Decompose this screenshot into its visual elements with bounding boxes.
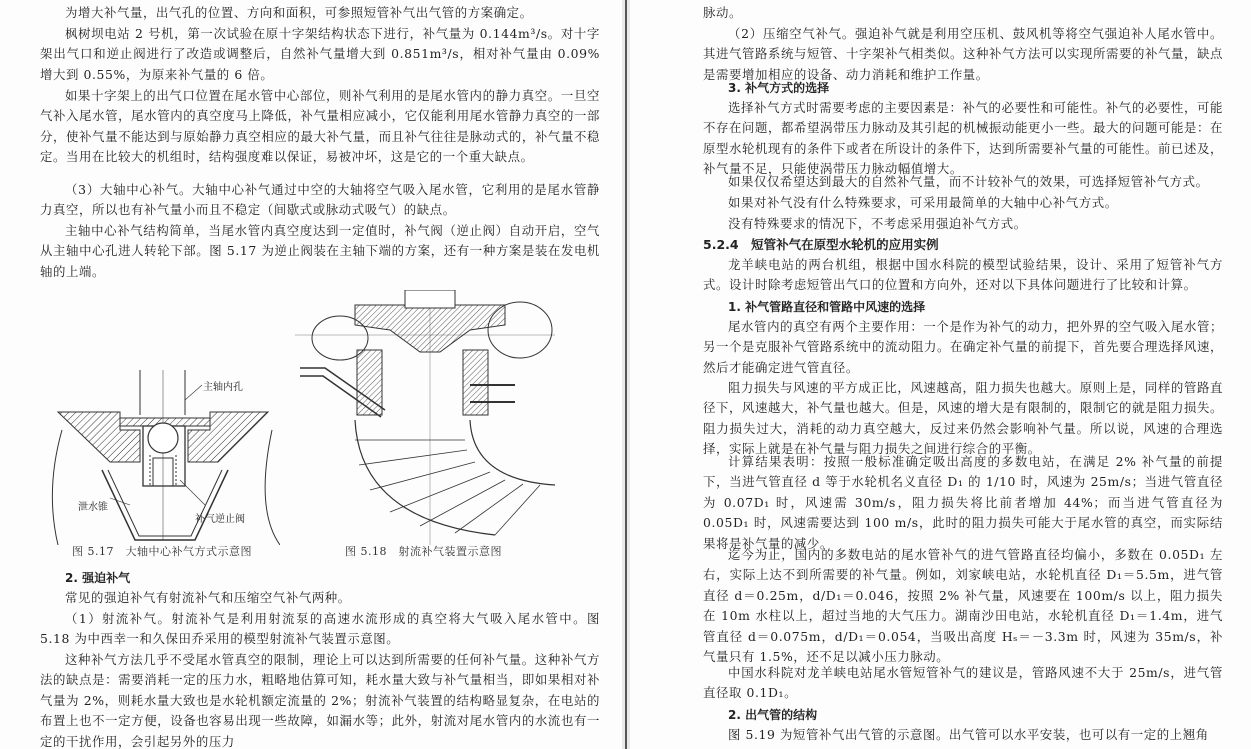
paragraph: （2）压缩空气补气。强迫补气就是利用空压机、鼓风机等将空气强迫补人尾水管中。其进气管路系统与短管、十字架补气相类似。这种补气方法可以实现所需要的补气量，缺点是需要增加相应的设备、动力消耗和维护工作量。	[703, 26, 1223, 82]
paragraph: （1）射流补气。射流补气是利用射流泵的高速水流形成的真空将大气吸入尾水管中。图 5.18 为中西幸一和久保田乔采用的模型射流补气装置示意图。	[40, 611, 600, 647]
paragraph: 常见的强迫补气有射流补气和压缩空气补气两种。	[65, 590, 351, 605]
heading: 3. 补气方式的选择	[728, 81, 830, 95]
paragraph: 为增大补气量，出气孔的位置、方向和面积，可参照短管补气出气管的方案确定。	[65, 5, 533, 20]
right-page	[630, 0, 1251, 749]
figure-caption: 图 5.17 大轴中心补气方式示意图	[72, 545, 252, 558]
paragraph: 尾水管内的真空有两个主要作用：一个是作为补气的动力，把外界的空气吸入尾水管；另一个是克服补气管路系统中的流动阻力。在确定补气量的前提下，首先要合理选择风速，然后才能确定进气管直径。	[703, 319, 1223, 375]
left-page	[0, 0, 622, 749]
paragraph: 主轴中心补气结构简单，当尾水管内真空度达到一定值时，补气阀（逆止阀）自动开启，空气从主轴中心孔进人转轮下部。图 5.17 为逆止阀装在主轴下端的方案，还有一种方案是装在发电机轴的上端。	[40, 223, 600, 279]
paragraph: 阻力损失与风速的平方成正比，风速越高，阻力损失也越大。原则上是，同样的管路直径下，风速越大，补气量也越大。但是，风速的增大是有限制的，限制它的就是阻力损失。阻力损失过大，消耗的动力真空越大，反过来仍然会影响补气量。所以说，风速的合理选择，实际上就是在补气量与阻力损失之间进行综合的平衡。	[703, 380, 1223, 457]
paragraph: 如果对补气没有什么特殊要求，可采用最简单的大轴中心补气方式。	[728, 195, 1118, 210]
paragraph: 图 5.19 为短管补气出气管的示意图。出气管可以水平安装，也可以有一定的上翘角	[728, 727, 1209, 742]
paragraph: 计算结果表明：按照一般标准确定吸出高度的多数电站，在满足 2% 补气量的前提下，当进气管直径 d 等于水轮机名义直径 D₁ 的 1/10 时，风速为 25m/s；当进气管直径为 0.07D₁ 时，风速需 30m/s，阻力损失将比前者增加 44%；而当进气管直径为 0.05D₁ 时，风速需要达到 100 m/s，此时的阻力损失可能大于尾水管的真空，而实际结果将是补气量的减少。	[703, 454, 1223, 551]
paragraph: 龙羊峡电站的两台机组，根据中国水科院的模型试验结果，设计、采用了短管补气方式。设计时除考虑短管出气口的位置和方向外，还对以下具体问题进行了比较和计算。	[703, 257, 1223, 293]
label-check-valve: 补气逆止阀	[195, 514, 245, 525]
paragraph: 如果仅仅希望达到最大的自然补气量，而不计较补气的效果，可选择短管补气方式。	[728, 174, 1209, 189]
paragraph: 脉动。	[703, 5, 742, 20]
heading: 2. 出气管的结构	[728, 708, 818, 722]
label-shaft-hole: 主轴内孔	[203, 382, 243, 393]
paragraph: 选择补气方式时需要考虑的主要因素是：补气的必要性和可能性。补气的必要性，可能不存在问题，都希望涡带压力脉动及其引起的机械振动能更小一些。最大的问题可能是：在原型水轮机现有的条件下或者在所设计的条件下，达到所需要补气量的可能性。前已述及，补气量不足，只能使涡带压力脉动幅值增大。	[703, 100, 1223, 177]
paragraph: 中国水科院对龙羊峡电站尾水管短管补气的建议是，管路风速不大于 25m/s，进气管直径取 0.1D₁。	[703, 665, 1223, 701]
figure-5-18-diagram	[295, 290, 555, 545]
heading: 1. 补气管路直径和管路中风速的选择	[728, 300, 926, 314]
paragraph: 枫树坝电站 2 号机，第一次试验在原十字架结构状态下进行，补气量为 0.144m³/s。对十字架出气口和逆止阀进行了改造或调整后，自然补气量增大到 0.851m³/s，相对补气量由 0.09%增大到 0.55%，为原来补气量的 6 倍。	[40, 26, 600, 82]
paragraph: 这种补气方法几乎不受尾水管真空的限制，理论上可以达到所需要的任何补气量。这种补气方法的缺点是：需要消耗一定的压力水，粗略地估算可知，耗水量大致与补气量相当，即如果相对补气量为 2%，则耗水量大致也是水轮机额定流量的 2%；射流补气装置的结构略显复杂，在电站的布置上也不一定方便，设备也容易出现一些故障，如漏水等；此外，射流对尾水管内的水流也有一定的干扰作用，会引起另外的压力	[40, 652, 600, 749]
paragraph: 没有特殊要求的情况下，不考虑采用强迫补气方式。	[728, 216, 1027, 231]
heading: 2. 强迫补气	[65, 571, 131, 585]
paragraph: （3）大轴中心补气。大轴中心补气通过中空的大轴将空气吸入尾水管，它利用的是尾水管静力真空，所以也有补气量小而且不稳定（间歇式或脉动式吸气）的缺点。	[40, 182, 600, 218]
paragraph: 如果十字架上的出气口位置在尾水管中心部位，则补气利用的是尾水管内的静力真空。一旦空气补入尾水管，尾水管内的真空度马上降低，补气量相应减小，它仅能利用尾水管静力真空的一部分，使补气量不能达到与原始静力真空相应的最大补气量，而且补气往往是脉动式的，补气量不稳定。当用在比较大的机组时，结构强度难以保证，易被冲坏，这是它的一个重大缺点。	[40, 88, 600, 165]
paragraph: 迄今为止，国内的多数电站的尾水管补气的进气管路直径均偏小，多数在 0.05D₁ 左右，实际上达不到所需要的补气量。例如，刘家峡电站，水轮机直径 D₁＝5.5m，进气管直径 d＝0.25m，d/D₁＝0.046，按照 2% 补气量，风速要在 100m/s 以上，阻力损失在 10m 水柱以上，超过当地的大气压力。湖南沙田电站，水轮机直径 D₁＝1.4m，进气管直径 d＝0.075m，d/D₁＝0.054，当吸出高度 Hₛ＝－3.3m 时，风速为 35m/s，补气量只有 1.5%，还不足以减小压力脉动。	[703, 547, 1223, 665]
figure-caption: 图 5.18 射流补气装置示意图	[345, 545, 502, 558]
label-drain-cone: 泄水锥	[78, 502, 108, 513]
page-divider	[622, 0, 630, 749]
section-heading: 5.2.4 短管补气在原型水轮机的应用实例	[703, 237, 939, 252]
